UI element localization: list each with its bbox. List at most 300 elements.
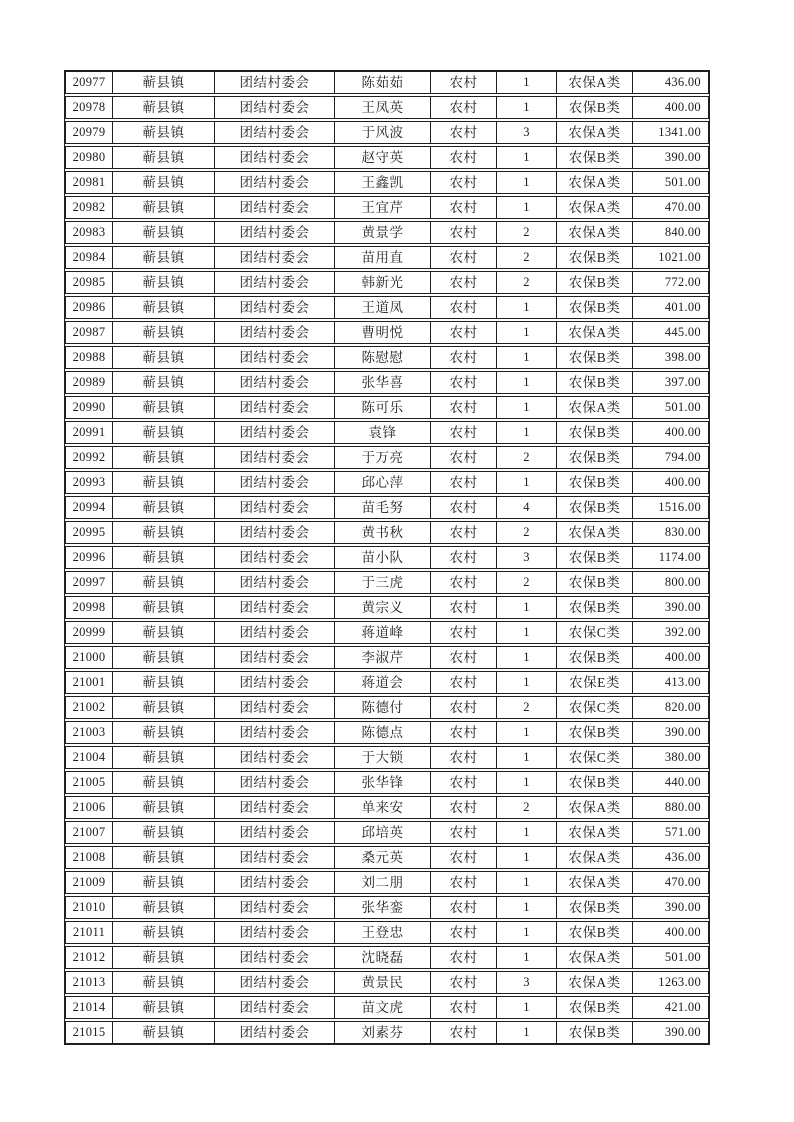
cell-household-category: 农村 (430, 672, 496, 693)
cell-person-name: 于大锁 (334, 747, 430, 768)
cell-person-count: 1 (496, 1022, 556, 1043)
cell-household-category: 农村 (430, 172, 496, 193)
cell-serial-number: 21002 (72, 700, 106, 715)
cell-town: 蕲县镇 (112, 972, 214, 993)
cell-household-category: 农村 (430, 1022, 496, 1043)
cell-insurance-type: 农保B类 (556, 247, 632, 268)
cell-serial-number: 21010 (72, 900, 106, 915)
table-row (65, 496, 709, 519)
cell-village-committee: 团结村委会 (214, 572, 334, 593)
cell-person-name: 陈可乐 (334, 397, 430, 418)
cell-town: 蕲县镇 (112, 897, 214, 918)
cell-amount: 392.00 (632, 622, 708, 643)
cell-town: 蕲县镇 (112, 572, 214, 593)
cell-town: 蕲县镇 (112, 372, 214, 393)
cell-insurance-type: 农保B类 (556, 372, 632, 393)
cell-household-category: 农村 (430, 472, 496, 493)
cell-insurance-type: 农保A类 (556, 797, 632, 818)
cell-serial-number: 20988 (72, 350, 106, 365)
cell-village-committee: 团结村委会 (214, 947, 334, 968)
cell-serial-number: 20981 (72, 175, 106, 190)
cell-town: 蕲县镇 (112, 622, 214, 643)
cell-person-name: 王鑫凯 (334, 172, 430, 193)
cell-amount: 421.00 (632, 997, 708, 1018)
cell-amount: 400.00 (632, 922, 708, 943)
cell-amount: 880.00 (632, 797, 708, 818)
cell-town: 蕲县镇 (112, 247, 214, 268)
cell-household-category: 农村 (430, 897, 496, 918)
cell-town: 蕲县镇 (112, 172, 214, 193)
cell-household-category: 农村 (430, 922, 496, 943)
cell-person-count: 1 (496, 822, 556, 843)
cell-household-category: 农村 (430, 972, 496, 993)
cell-serial-number: 20982 (72, 200, 106, 215)
cell-person-name: 王登忠 (334, 922, 430, 943)
cell-amount: 400.00 (632, 422, 708, 443)
cell-household-category: 农村 (430, 547, 496, 568)
cell-person-name: 韩新光 (334, 272, 430, 293)
cell-insurance-type: 农保A类 (556, 822, 632, 843)
cell-serial-number: 20998 (72, 600, 106, 615)
cell-household-category: 农村 (430, 722, 496, 743)
cell-person-name: 李淑芹 (334, 647, 430, 668)
table-row (65, 821, 709, 844)
cell-amount: 800.00 (632, 572, 708, 593)
cell-person-count: 1 (496, 347, 556, 368)
cell-village-committee: 团结村委会 (214, 297, 334, 318)
insurance-roster-table (64, 70, 710, 1045)
cell-person-count: 1 (496, 322, 556, 343)
cell-serial-number: 20987 (72, 325, 106, 340)
cell-insurance-type: 农保B类 (556, 347, 632, 368)
cell-person-count: 1 (496, 622, 556, 643)
cell-amount: 820.00 (632, 697, 708, 718)
cell-household-category: 农村 (430, 997, 496, 1018)
cell-person-name: 蒋道峰 (334, 622, 430, 643)
cell-town: 蕲县镇 (112, 322, 214, 343)
cell-person-name: 王凤英 (334, 97, 430, 118)
cell-insurance-type: 农保B类 (556, 147, 632, 168)
cell-household-category: 农村 (430, 397, 496, 418)
cell-insurance-type: 农保A类 (556, 172, 632, 193)
cell-person-count: 1 (496, 647, 556, 668)
cell-insurance-type: 农保A类 (556, 397, 632, 418)
cell-person-name: 刘二朋 (334, 872, 430, 893)
cell-insurance-type: 农保A类 (556, 197, 632, 218)
cell-serial-number: 20993 (72, 475, 106, 490)
table-row (65, 946, 709, 969)
table-row (65, 421, 709, 444)
table-row (65, 121, 709, 144)
table-row (65, 96, 709, 119)
cell-amount: 413.00 (632, 672, 708, 693)
cell-person-count: 1 (496, 72, 556, 93)
cell-town: 蕲县镇 (112, 747, 214, 768)
cell-village-committee: 团结村委会 (214, 472, 334, 493)
cell-person-count: 1 (496, 297, 556, 318)
cell-person-name: 于风波 (334, 122, 430, 143)
cell-town: 蕲县镇 (112, 597, 214, 618)
cell-person-count: 2 (496, 222, 556, 243)
cell-town: 蕲县镇 (112, 472, 214, 493)
cell-person-name: 黄景民 (334, 972, 430, 993)
cell-town: 蕲县镇 (112, 997, 214, 1018)
cell-insurance-type: 农保A类 (556, 972, 632, 993)
cell-town: 蕲县镇 (112, 397, 214, 418)
cell-household-category: 农村 (430, 247, 496, 268)
table-row (65, 521, 709, 544)
cell-person-count: 3 (496, 122, 556, 143)
cell-person-name: 曹明悦 (334, 322, 430, 343)
table-row (65, 796, 709, 819)
cell-person-count: 1 (496, 97, 556, 118)
cell-household-category: 农村 (430, 372, 496, 393)
cell-serial-number: 20979 (72, 125, 106, 140)
cell-person-name: 邱心萍 (334, 472, 430, 493)
cell-village-committee: 团结村委会 (214, 272, 334, 293)
cell-household-category: 农村 (430, 422, 496, 443)
cell-village-committee: 团结村委会 (214, 372, 334, 393)
table-row (65, 221, 709, 244)
cell-person-name: 陈茹茹 (334, 72, 430, 93)
cell-person-name: 于三虎 (334, 572, 430, 593)
cell-serial-number: 21011 (72, 925, 106, 940)
cell-village-committee: 团结村委会 (214, 197, 334, 218)
table-row (65, 171, 709, 194)
cell-amount: 1263.00 (632, 972, 708, 993)
cell-person-count: 2 (496, 447, 556, 468)
cell-village-committee: 团结村委会 (214, 1022, 334, 1043)
cell-insurance-type: 农保B类 (556, 297, 632, 318)
cell-serial-number: 21015 (72, 1025, 106, 1040)
cell-person-count: 1 (496, 472, 556, 493)
cell-person-count: 1 (496, 747, 556, 768)
cell-person-name: 苗毛努 (334, 497, 430, 518)
cell-village-committee: 团结村委会 (214, 147, 334, 168)
table-row (65, 596, 709, 619)
cell-village-committee: 团结村委会 (214, 972, 334, 993)
cell-amount: 1341.00 (632, 122, 708, 143)
cell-household-category: 农村 (430, 297, 496, 318)
cell-town: 蕲县镇 (112, 772, 214, 793)
cell-person-name: 桑元英 (334, 847, 430, 868)
cell-person-name: 单来安 (334, 797, 430, 818)
cell-household-category: 农村 (430, 647, 496, 668)
cell-serial-number: 21009 (72, 875, 106, 890)
table-row (65, 146, 709, 169)
cell-insurance-type: 农保B类 (556, 472, 632, 493)
cell-person-count: 1 (496, 847, 556, 868)
cell-person-name: 张华銮 (334, 897, 430, 918)
cell-serial-number: 21008 (72, 850, 106, 865)
cell-household-category: 农村 (430, 822, 496, 843)
table-row (65, 246, 709, 269)
cell-village-committee: 团结村委会 (214, 747, 334, 768)
cell-household-category: 农村 (430, 847, 496, 868)
cell-insurance-type: 农保B类 (556, 422, 632, 443)
table-row (65, 471, 709, 494)
cell-serial-number: 21000 (72, 650, 106, 665)
cell-insurance-type: 农保B类 (556, 572, 632, 593)
cell-amount: 390.00 (632, 1022, 708, 1043)
cell-person-count: 2 (496, 697, 556, 718)
cell-village-committee: 团结村委会 (214, 597, 334, 618)
cell-person-count: 2 (496, 272, 556, 293)
table-row (65, 921, 709, 944)
cell-insurance-type: 农保B类 (556, 272, 632, 293)
cell-household-category: 农村 (430, 122, 496, 143)
cell-town: 蕲县镇 (112, 672, 214, 693)
cell-person-count: 1 (496, 772, 556, 793)
cell-amount: 840.00 (632, 222, 708, 243)
cell-person-name: 张华喜 (334, 372, 430, 393)
table-row (65, 846, 709, 869)
cell-amount: 470.00 (632, 872, 708, 893)
cell-town: 蕲县镇 (112, 197, 214, 218)
cell-village-committee: 团结村委会 (214, 872, 334, 893)
cell-household-category: 农村 (430, 347, 496, 368)
table-row (65, 746, 709, 769)
cell-village-committee: 团结村委会 (214, 622, 334, 643)
cell-serial-number: 20985 (72, 275, 106, 290)
cell-village-committee: 团结村委会 (214, 547, 334, 568)
cell-person-count: 2 (496, 522, 556, 543)
cell-town: 蕲县镇 (112, 1022, 214, 1043)
cell-amount: 401.00 (632, 297, 708, 318)
cell-village-committee: 团结村委会 (214, 322, 334, 343)
cell-person-name: 赵守英 (334, 147, 430, 168)
cell-serial-number: 20986 (72, 300, 106, 315)
cell-insurance-type: 农保A类 (556, 522, 632, 543)
cell-serial-number: 20994 (72, 500, 106, 515)
cell-serial-number: 20995 (72, 525, 106, 540)
cell-insurance-type: 农保B类 (556, 547, 632, 568)
cell-household-category: 农村 (430, 447, 496, 468)
cell-serial-number: 20999 (72, 625, 106, 640)
cell-village-committee: 团结村委会 (214, 922, 334, 943)
cell-person-count: 2 (496, 247, 556, 268)
cell-serial-number: 20978 (72, 100, 106, 115)
cell-amount: 436.00 (632, 72, 708, 93)
cell-person-name: 苗小队 (334, 547, 430, 568)
cell-village-committee: 团结村委会 (214, 97, 334, 118)
cell-town: 蕲县镇 (112, 122, 214, 143)
cell-town: 蕲县镇 (112, 347, 214, 368)
cell-insurance-type: 农保A类 (556, 322, 632, 343)
cell-person-count: 1 (496, 147, 556, 168)
cell-amount: 470.00 (632, 197, 708, 218)
table-row (65, 621, 709, 644)
cell-amount: 772.00 (632, 272, 708, 293)
cell-person-count: 1 (496, 722, 556, 743)
cell-village-committee: 团结村委会 (214, 847, 334, 868)
cell-household-category: 农村 (430, 322, 496, 343)
cell-serial-number: 20984 (72, 250, 106, 265)
cell-amount: 501.00 (632, 172, 708, 193)
cell-person-name: 王道凤 (334, 297, 430, 318)
table-row (65, 71, 709, 94)
cell-person-count: 3 (496, 972, 556, 993)
table-row (65, 1021, 709, 1044)
cell-village-committee: 团结村委会 (214, 247, 334, 268)
cell-village-committee: 团结村委会 (214, 697, 334, 718)
table-row (65, 721, 709, 744)
table-row (65, 996, 709, 1019)
cell-person-count: 1 (496, 422, 556, 443)
cell-village-committee: 团结村委会 (214, 72, 334, 93)
table-row (65, 971, 709, 994)
cell-person-name: 蒋道会 (334, 672, 430, 693)
cell-household-category: 农村 (430, 597, 496, 618)
cell-person-name: 张华锋 (334, 772, 430, 793)
cell-person-count: 4 (496, 497, 556, 518)
cell-town: 蕲县镇 (112, 822, 214, 843)
cell-person-name: 陈德点 (334, 722, 430, 743)
cell-village-committee: 团结村委会 (214, 447, 334, 468)
cell-person-name: 沈晓磊 (334, 947, 430, 968)
cell-person-count: 1 (496, 597, 556, 618)
cell-amount: 571.00 (632, 822, 708, 843)
cell-town: 蕲县镇 (112, 72, 214, 93)
cell-insurance-type: 农保B类 (556, 97, 632, 118)
table-row (65, 346, 709, 369)
cell-insurance-type: 农保A类 (556, 222, 632, 243)
cell-insurance-type: 农保B类 (556, 447, 632, 468)
cell-household-category: 农村 (430, 947, 496, 968)
cell-town: 蕲县镇 (112, 147, 214, 168)
cell-insurance-type: 农保B类 (556, 647, 632, 668)
cell-household-category: 农村 (430, 797, 496, 818)
cell-amount: 501.00 (632, 397, 708, 418)
cell-insurance-type: 农保A类 (556, 847, 632, 868)
cell-household-category: 农村 (430, 622, 496, 643)
cell-village-committee: 团结村委会 (214, 347, 334, 368)
cell-village-committee: 团结村委会 (214, 422, 334, 443)
cell-person-name: 袁锋 (334, 422, 430, 443)
cell-amount: 1516.00 (632, 497, 708, 518)
cell-village-committee: 团结村委会 (214, 497, 334, 518)
cell-village-committee: 团结村委会 (214, 772, 334, 793)
cell-amount: 400.00 (632, 97, 708, 118)
cell-serial-number: 20989 (72, 375, 106, 390)
cell-person-name: 黄宗义 (334, 597, 430, 618)
cell-person-count: 3 (496, 547, 556, 568)
cell-serial-number: 20977 (72, 75, 106, 90)
cell-amount: 390.00 (632, 597, 708, 618)
cell-insurance-type: 农保B类 (556, 772, 632, 793)
cell-person-name: 邱培英 (334, 822, 430, 843)
cell-village-committee: 团结村委会 (214, 522, 334, 543)
table-row (65, 571, 709, 594)
cell-town: 蕲县镇 (112, 722, 214, 743)
cell-village-committee: 团结村委会 (214, 997, 334, 1018)
table-row (65, 871, 709, 894)
cell-person-name: 苗用直 (334, 247, 430, 268)
cell-insurance-type: 农保A类 (556, 122, 632, 143)
cell-insurance-type: 农保B类 (556, 922, 632, 943)
cell-person-name: 陈慰慰 (334, 347, 430, 368)
cell-amount: 794.00 (632, 447, 708, 468)
table-row (65, 696, 709, 719)
cell-village-committee: 团结村委会 (214, 822, 334, 843)
cell-amount: 390.00 (632, 722, 708, 743)
table-row (65, 321, 709, 344)
cell-town: 蕲县镇 (112, 847, 214, 868)
cell-serial-number: 20980 (72, 150, 106, 165)
cell-insurance-type: 农保B类 (556, 897, 632, 918)
cell-household-category: 农村 (430, 522, 496, 543)
table-row (65, 896, 709, 919)
table-row (65, 396, 709, 419)
cell-amount: 1021.00 (632, 247, 708, 268)
cell-town: 蕲县镇 (112, 497, 214, 518)
cell-household-category: 农村 (430, 147, 496, 168)
cell-person-count: 1 (496, 897, 556, 918)
cell-household-category: 农村 (430, 772, 496, 793)
cell-household-category: 农村 (430, 697, 496, 718)
cell-insurance-type: 农保B类 (556, 997, 632, 1018)
cell-village-committee: 团结村委会 (214, 672, 334, 693)
cell-serial-number: 20992 (72, 450, 106, 465)
cell-insurance-type: 农保A类 (556, 947, 632, 968)
cell-household-category: 农村 (430, 872, 496, 893)
cell-amount: 1174.00 (632, 547, 708, 568)
cell-insurance-type: 农保C类 (556, 697, 632, 718)
cell-amount: 390.00 (632, 147, 708, 168)
cell-household-category: 农村 (430, 222, 496, 243)
cell-town: 蕲县镇 (112, 872, 214, 893)
cell-village-committee: 团结村委会 (214, 647, 334, 668)
cell-town: 蕲县镇 (112, 297, 214, 318)
cell-serial-number: 21001 (72, 675, 106, 690)
table-row (65, 296, 709, 319)
table-row (65, 446, 709, 469)
table-row (65, 271, 709, 294)
cell-town: 蕲县镇 (112, 647, 214, 668)
cell-town: 蕲县镇 (112, 797, 214, 818)
cell-town: 蕲县镇 (112, 272, 214, 293)
cell-person-count: 2 (496, 797, 556, 818)
table-body (65, 71, 709, 1044)
cell-amount: 397.00 (632, 372, 708, 393)
cell-person-count: 1 (496, 947, 556, 968)
cell-amount: 436.00 (632, 847, 708, 868)
cell-insurance-type: 农保B类 (556, 1022, 632, 1043)
cell-household-category: 农村 (430, 272, 496, 293)
cell-person-count: 1 (496, 397, 556, 418)
cell-serial-number: 20990 (72, 400, 106, 415)
cell-insurance-type: 农保B类 (556, 497, 632, 518)
cell-village-committee: 团结村委会 (214, 797, 334, 818)
cell-household-category: 农村 (430, 747, 496, 768)
cell-serial-number: 20996 (72, 550, 106, 565)
cell-village-committee: 团结村委会 (214, 722, 334, 743)
table-row (65, 371, 709, 394)
cell-serial-number: 21012 (72, 950, 106, 965)
cell-person-name: 于万亮 (334, 447, 430, 468)
cell-town: 蕲县镇 (112, 522, 214, 543)
cell-household-category: 农村 (430, 497, 496, 518)
cell-town: 蕲县镇 (112, 697, 214, 718)
cell-serial-number: 21013 (72, 975, 106, 990)
table-row (65, 671, 709, 694)
cell-village-committee: 团结村委会 (214, 397, 334, 418)
cell-village-committee: 团结村委会 (214, 222, 334, 243)
cell-serial-number: 21014 (72, 1000, 106, 1015)
cell-village-committee: 团结村委会 (214, 897, 334, 918)
cell-serial-number: 20991 (72, 425, 106, 440)
cell-household-category: 农村 (430, 572, 496, 593)
